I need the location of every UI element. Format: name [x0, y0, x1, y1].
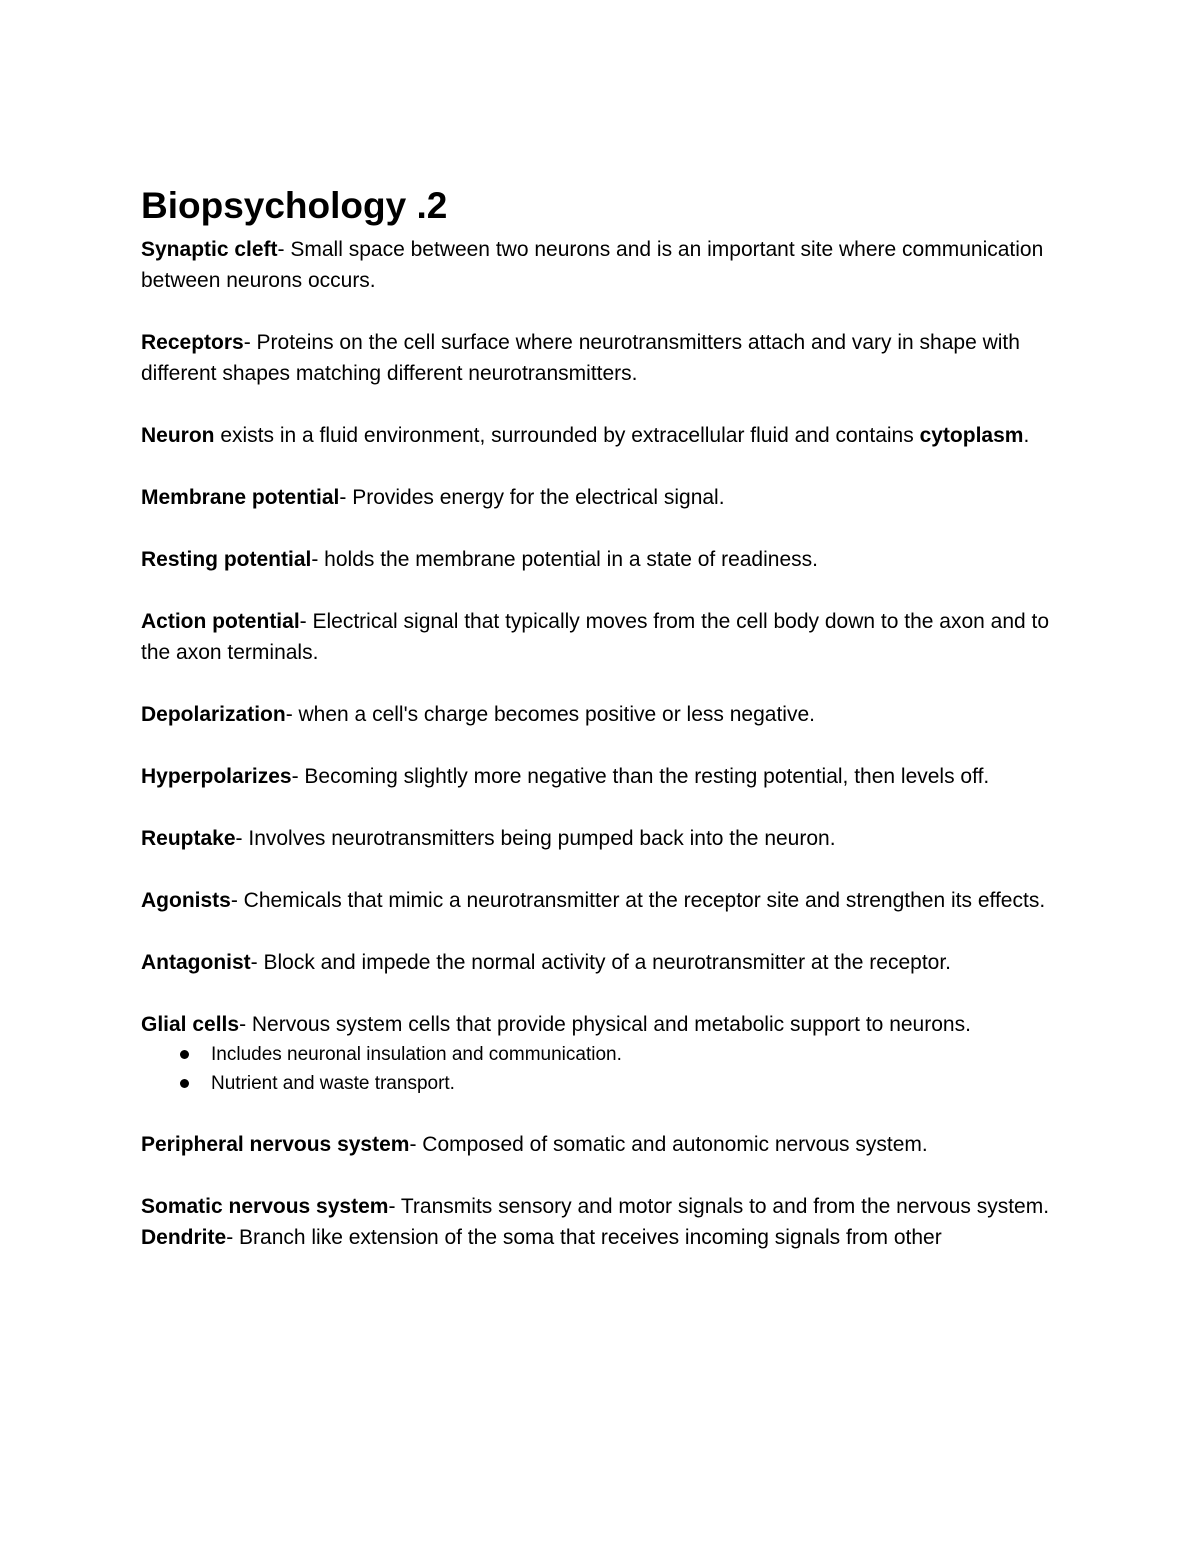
definition-synaptic-cleft [141, 234, 1061, 296]
definition-text: . [1023, 424, 1030, 447]
term: Dendrite [141, 1226, 227, 1249]
definition-antagonist [141, 947, 1061, 978]
definition-glial-cells [141, 1009, 1061, 1040]
term: Depolarization [141, 703, 286, 726]
term: Receptors [141, 331, 244, 354]
list-item [211, 1040, 1061, 1069]
definition-text: - Chemicals that mimic a neurotransmitter at the receptor site and strengthen its effects. [230, 889, 1046, 912]
definition-text: - Proteins on the cell surface where neurotransmitters attach and vary in shape with different shapes matching different neurotransmitters. [141, 331, 1020, 385]
definition-hyperpolarizes [141, 761, 1061, 792]
definition-text: - Nervous system cells that provide physical and metabolic support to neurons. [239, 1013, 971, 1036]
document-content [141, 178, 1061, 1253]
definition-somatic-nervous-system [141, 1191, 1061, 1222]
definition-text: - Composed of somatic and autonomic nervous system. [409, 1133, 928, 1156]
list-item-text: Includes neuronal insulation and communication. [211, 1044, 622, 1065]
list-item-text: Nutrient and waste transport. [211, 1073, 455, 1094]
definition-neuron [141, 420, 1061, 451]
definition-reuptake [141, 823, 1061, 854]
definition-agonists [141, 885, 1061, 916]
term: Somatic nervous system [141, 1195, 389, 1218]
definition-depolarization [141, 699, 1061, 730]
term: Action potential [141, 610, 300, 633]
term: Resting potential [141, 548, 312, 571]
definition-text: - Becoming slightly more negative than the resting potential, then levels off. [291, 765, 990, 788]
definition-text: - when a cell's charge becomes positive or less negative. [285, 703, 815, 726]
definition-resting-potential [141, 544, 1061, 575]
definition-text: - Branch like extension of the soma that receives incoming signals from other [226, 1226, 942, 1249]
definition-dendrite [141, 1222, 1061, 1253]
term: cytoplasm [919, 424, 1024, 447]
definition-action-potential [141, 606, 1061, 668]
definition-text: - holds the membrane potential in a state of readiness. [311, 548, 818, 571]
bullet-icon [180, 1050, 189, 1059]
definition-text: - Small space between two neurons and is an important site where communication between neurons occurs. [141, 238, 1044, 292]
term: Peripheral nervous system [141, 1133, 410, 1156]
definition-text: - Transmits sensory and motor signals to and from the nervous system. [388, 1195, 1050, 1218]
definition-text: - Block and impede the normal activity of a neurotransmitter at the receptor. [250, 951, 951, 974]
term: Reuptake [141, 827, 236, 850]
glial-cells-bullet-list [141, 1040, 1061, 1098]
page-title: Biopsychology .2 [141, 185, 448, 226]
term: Hyperpolarizes [141, 765, 292, 788]
definition-receptors [141, 327, 1061, 389]
definition-text: exists in a fluid environment, surrounded by extracellular fluid and contains [214, 424, 920, 447]
bullet-icon [180, 1079, 189, 1088]
definition-text: - Provides energy for the electrical signal. [339, 486, 725, 509]
list-item [211, 1069, 1061, 1098]
term: Membrane potential [141, 486, 340, 509]
term: Glial cells [141, 1013, 240, 1036]
definition-membrane-potential [141, 482, 1061, 513]
term: Antagonist [141, 951, 251, 974]
term: Neuron [141, 424, 215, 447]
term: Synaptic cleft [141, 238, 278, 261]
term: Agonists [141, 889, 231, 912]
definition-text: - Involves neurotransmitters being pumped back into the neuron. [235, 827, 836, 850]
definition-peripheral-nervous-system [141, 1129, 1061, 1160]
definition-text: - Electrical signal that typically moves from the cell body down to the axon and to the axon terminals. [141, 610, 1050, 664]
